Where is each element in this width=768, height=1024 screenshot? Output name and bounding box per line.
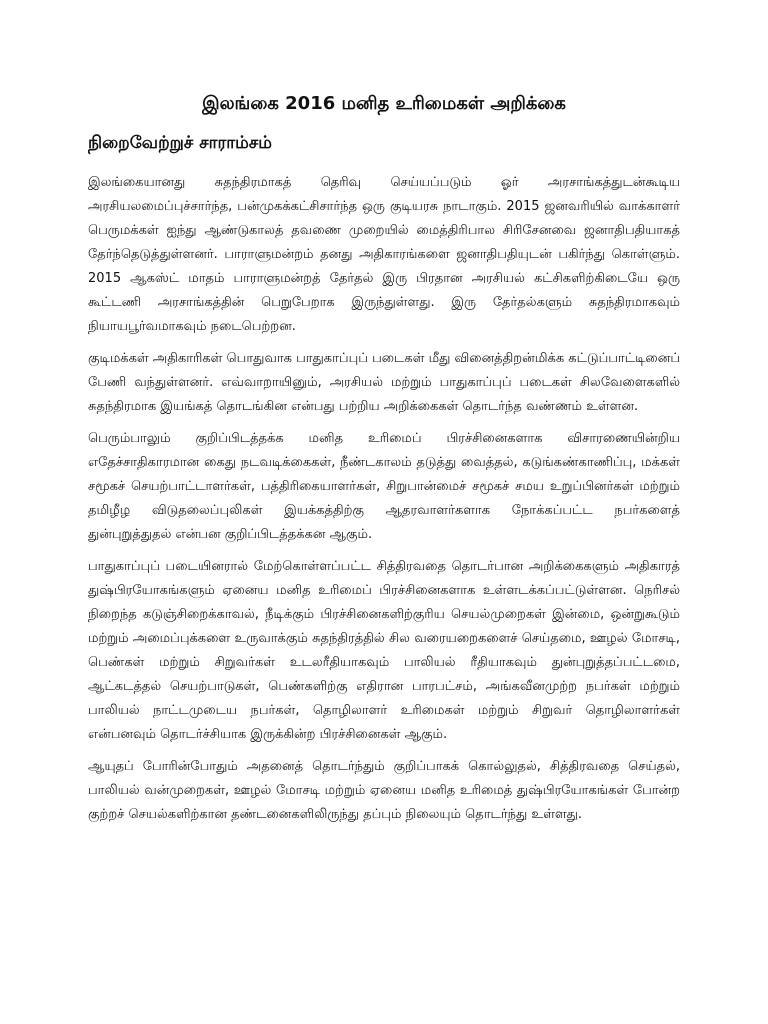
paragraph: பெரும்பாலும் குறிப்பிடத்தக்க மனித உரிமைப் பிரச்சினைகளாக விசாரணையின்றிய எதேச்சாதிகாரமான கைது நடவடிக்கைகள், நீண்டகாலம் தடுத்து வைத்தல், கடுங்கண்காணிப்பு, மக்கள் சமூகச் செயற்பாட்டாளர்கள், பத்திரிகையாளர்கள், சிறுபான்மைச் சமூகச் சமய உறுப்பினர்கள் மற்றும் தமிழீழ விடுதலைப்புலிகள் இயக்கத்திற்கு ஆதரவாளர்களாக நோக்கப்பட்ட நபர்களைத் துன்புறுத்துதல் என்பன குறிப்பிடத்தக்கன ஆகும். [88, 431, 680, 542]
paragraph: பாதுகாப்புப் படையினரால் மேற்கொள்ளப்பட்ட சித்திரவதை தொடர்பான அறிக்கைகளும் அதிகாரத் துஷ்பிரயோகங்களும் ஏனைய மனித உரிமைப் பிரச்சினைகளாக உள்ளடக்கப்பட்டுள்ளன. நெரிசல் நிறைந்த கடுஞ்சிறைக்காவல், நீடிக்கும் பிரச்சினைகளிற்குரிய செயல்முறைகள் இன்மை, ஒன்றுகூடும் மற்றும் அமைப்புக்களை உருவாக்கும் சுதந்திரத்தில் சில வரையறைகளைச் செய்தமை, ஊழல் மோசடி, பெண்கள் மற்றும் சிறுவர்கள் உடலரீதியாகவும் பாலியல் ரீதியாகவும் துன்புறுத்தப்பட்டமை, ஆட்கடத்தல் செயற்பாடுகள், பெண்களிற்கு எதிரான பாரபட்சம், அங்கவீனமுற்ற நபர்கள் மற்றும் பாலியல் நாட்டமுடைய நபர்கள், தொழிலாளர் உரிமைகள் மற்றும் சிறுவர் தொழிலாளர்கள் என்பனவும் தொடர்ச்சியாக இருக்கின்ற பிரச்சினைகள் ஆகும். [88, 559, 680, 742]
paragraph: இலங்கையானது சுதந்திரமாகத் தெரிவு செய்யப்படும் ஓர் அரசாங்கத்துடன்கூடிய அரசியலமைப்புச்சார்ந்த, பன்முகக்கட்சிசார்ந்த ஒரு குடியரசு நாடாகும். 2015 ஜனவரியில் வாக்காளர் பெருமக்கள் ஐந்து ஆண்டுகாலத் தவணை முறையில் மைத்திரிபால சிரிசேனவை ஜனாதிபதியாகத் தேர்ந்தெடுத்துள்ளனர். பாராளுமன்றம் தனது அதிகாரங்களை ஜனாதிபதியுடன் பகிர்ந்து கொள்ளும். 2015 ஆகஸ்ட் மாதம் பாராளுமன்றத் தேர்தல் இரு பிரதான அரசியல் கட்சிகளிற்கிடையே ஒரு கூட்டணி அரசாங்கத்தின் பெறுபேறாக இருந்துள்ளது. இரு தேர்தல்களும் சுதந்திரமாகவும் நியாயபூர்வமாகவும் நடைபெற்றன. [88, 175, 680, 334]
paragraph: ஆயுதப் போரின்போதும் அதனைத் தொடர்ந்தும் குறிப்பாகக் கொல்லுதல், சித்திரவதை செய்தல், பாலியல் வன்முறைகள், ஊழல் மோசடி மற்றும் ஏனைய மனித உரிமைத் துஷ்பிரயோகங்கள் போன்ற குற்றச் செயல்களிற்கான தண்டனைகளிலிருந்து தப்பும் நிலையும் தொடர்ந்து உள்ளது. [88, 759, 680, 822]
document-title: இலங்கை 2016 மனித உரிமைகள் அறிக்கை [202, 93, 566, 114]
paragraph: குடிமக்கள் அதிகாரிகள் பொதுவாக பாதுகாப்புப் படைகள் மீது வினைத்திறன்மிக்க கட்டுப்பாட்டினைப் பேணி வந்துள்ளனர். எவ்வாறாயினும், அரசியல் மற்றும் பாதுகாப்புப் படைகள் சிலவேளைகளில் சுதந்திரமாக இயங்கத் தொடங்கின என்பது பற்றிய அறிக்கைகள் தொடர்ந்த வண்ணம் உள்ளன. [88, 351, 680, 414]
document-body [88, 171, 680, 835]
section-heading: நிறைவேற்றுச் சாராம்சம் [88, 133, 272, 153]
